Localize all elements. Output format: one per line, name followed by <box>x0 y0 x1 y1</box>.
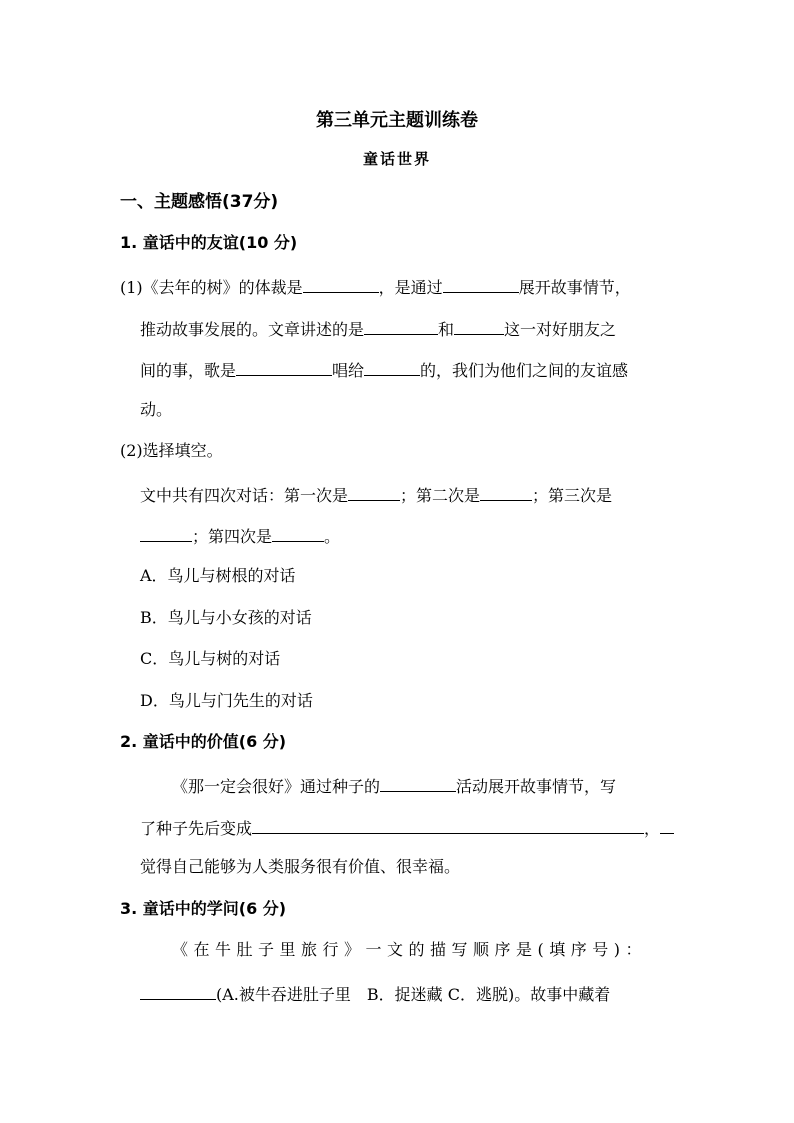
text-segment: 和 <box>438 320 455 339</box>
text-segment: 。 <box>324 527 341 546</box>
text-segment: ；第四次是 <box>192 527 273 546</box>
answer-blank[interactable] <box>364 317 438 335</box>
option-a: A．鸟儿与树根的对话 <box>140 566 296 585</box>
answer-blank[interactable] <box>272 524 324 542</box>
text-segment: ，是通过 <box>378 278 443 297</box>
text-segment: 活动展开故事情节，写 <box>456 777 617 796</box>
question-2-heading: 2. 童话中的价值(6 分) <box>120 732 287 751</box>
question-1-part-1-line-4: 动。 <box>140 400 173 419</box>
question-1-part-2-line-1 <box>140 483 612 506</box>
question-1-heading: 1. 童话中的友谊(10 分) <box>120 233 298 252</box>
answer-blank[interactable] <box>454 317 504 335</box>
answer-blank[interactable] <box>480 483 532 501</box>
question-3-heading: 3. 童话中的学问(6 分) <box>120 899 287 918</box>
page-title: 第三单元主题训练卷 <box>316 110 478 131</box>
text-segment: 《那一定会很好》通过种子的 <box>172 777 381 796</box>
section-heading: 一、主题感悟(37分) <box>120 192 279 212</box>
question-1-part-2-label: (2)选择填空。 <box>120 441 223 460</box>
question-2-line-2 <box>140 816 674 839</box>
question-2-line-1 <box>172 774 616 797</box>
text-segment: (1)《去年的树》的体裁是 <box>120 278 303 297</box>
option-b: B．鸟儿与小女孩的对话 <box>140 608 312 627</box>
answer-blank[interactable] <box>236 358 332 376</box>
question-2-line-3: 觉得自己能够为人类服务很有价值、很幸福。 <box>140 857 461 876</box>
answer-blank[interactable] <box>660 816 674 834</box>
text-segment: 文中共有四次对话：第一次是 <box>140 486 349 505</box>
question-1-part-1-line-3 <box>140 358 628 381</box>
text-segment: 的，我们为他们之间的友谊感 <box>420 361 629 380</box>
option-d: D．鸟儿与门先生的对话 <box>140 691 313 710</box>
answer-blank[interactable] <box>252 816 644 834</box>
answer-blank[interactable] <box>303 275 379 293</box>
text-segment: ；第三次是 <box>532 486 613 505</box>
answer-blank[interactable] <box>348 483 400 501</box>
page-subtitle: 童话世界 <box>362 150 431 168</box>
text-segment: 展开故事情节， <box>518 278 631 297</box>
option-c: C．鸟儿与树的对话 <box>140 649 281 668</box>
text-segment: ， <box>644 819 661 838</box>
question-1-part-2-line-2 <box>140 524 340 547</box>
text-segment: (A.被牛吞进肚子里 B．捉迷藏 C．逃脱)。故事中藏着 <box>216 985 611 1004</box>
text-segment: 这一对好朋友之 <box>504 320 617 339</box>
text-segment: 推动故事发展的。文章讲述的是 <box>140 320 365 339</box>
answer-blank[interactable] <box>140 982 216 1000</box>
answer-blank[interactable] <box>140 524 192 542</box>
text-segment: 唱给 <box>332 361 365 380</box>
text-segment: 了种子先后变成 <box>140 819 253 838</box>
answer-blank[interactable] <box>364 358 420 376</box>
question-3-line-2 <box>140 982 610 1005</box>
answer-blank[interactable] <box>380 774 456 792</box>
text-segment: 间的事，歌是 <box>140 361 237 380</box>
question-3-line-1: 《在牛肚子里旅行》一文的描写顺序是(填序号)： <box>172 940 647 959</box>
text-segment: ；第二次是 <box>400 486 481 505</box>
question-1-part-1-line-1 <box>120 275 631 298</box>
question-1-part-1-line-2 <box>140 317 616 340</box>
answer-blank[interactable] <box>443 275 519 293</box>
